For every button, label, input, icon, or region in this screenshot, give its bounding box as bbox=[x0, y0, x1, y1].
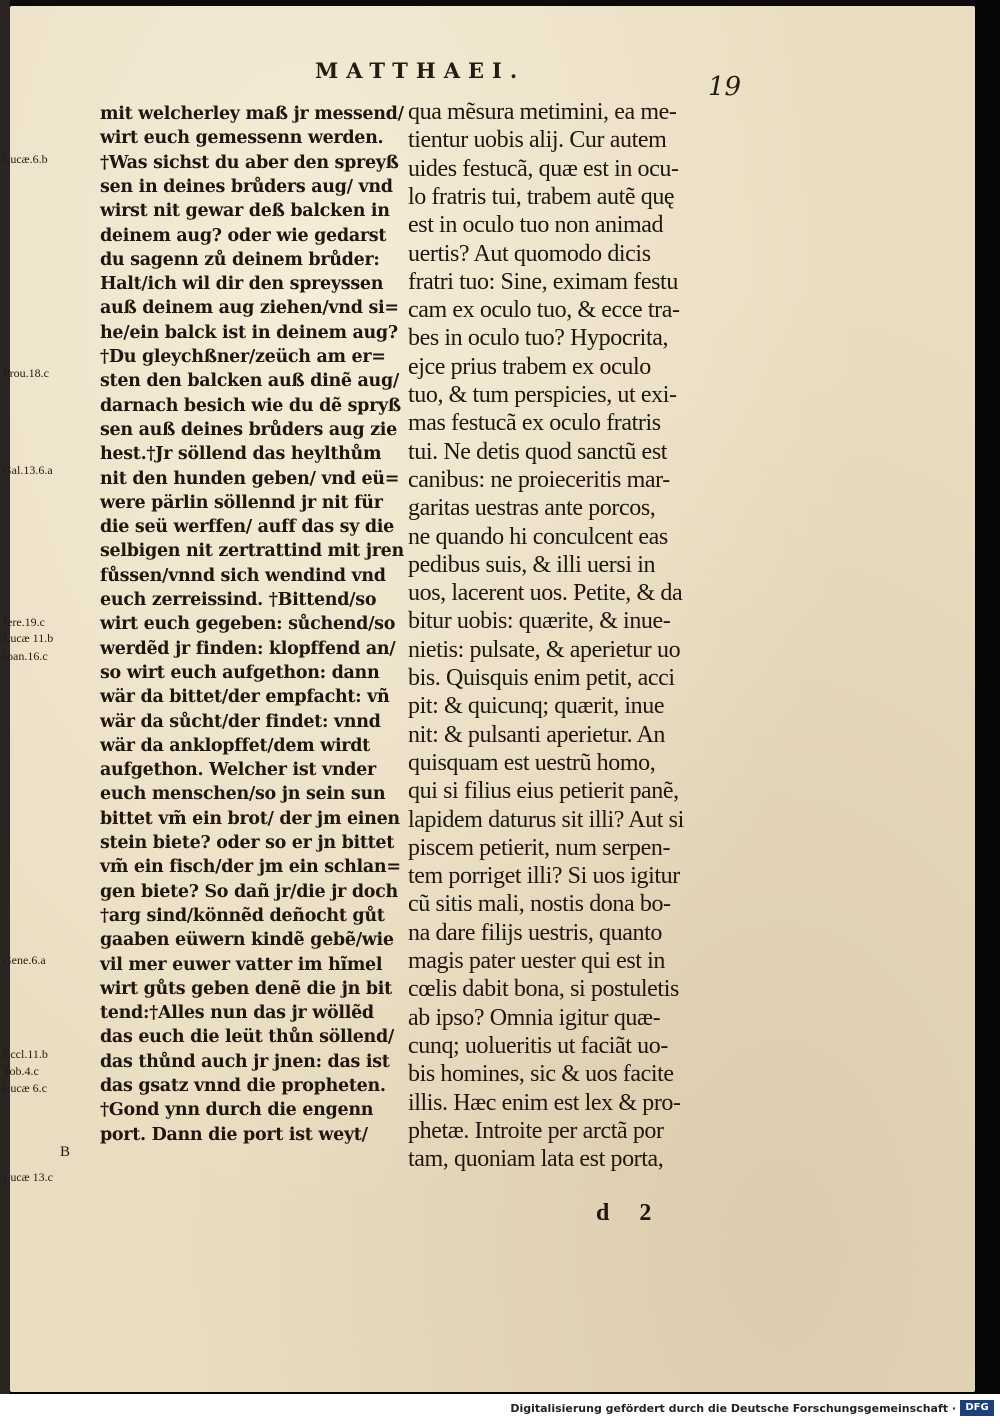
text-line: wirt euch gemessenn werden. bbox=[100, 128, 384, 149]
text-line: lo fratris tui, trabem autẽ quę bbox=[408, 183, 675, 210]
text-line: cam ex oculo tuo, & ecce tra- bbox=[408, 297, 680, 324]
text-line: †arg sind/könnẽd deñocht gůt bbox=[100, 905, 385, 926]
text-line: est in oculo tuo non animad bbox=[408, 212, 664, 239]
margin-note: Gene.6.a bbox=[3, 953, 46, 967]
text-line: pedibus suis, & illi uersi in bbox=[408, 551, 656, 578]
margin-note: Gal.13.6.a bbox=[3, 463, 53, 477]
text-line: sten den balcken auß dinẽ aug/ bbox=[100, 371, 400, 392]
folio-number: 19 bbox=[708, 72, 742, 102]
text-line: lapidem daturus sit illi? Aut si bbox=[408, 806, 684, 833]
text-line: sen in deines brůders aug/ vnd bbox=[100, 176, 393, 197]
text-line: sen auß deines brůders aug zie bbox=[100, 419, 397, 440]
text-line: †Gond ynn durch die engenn bbox=[100, 1100, 374, 1121]
text-line: nit den hunden geben/ vnd eü= bbox=[100, 468, 400, 489]
text-line: garitas uestras ante porcos, bbox=[408, 495, 656, 522]
text-line: bitur uobis: quærite, & inue- bbox=[408, 608, 671, 635]
text-line: uos, lacerent uos. Petite, & da bbox=[408, 580, 683, 607]
text-line: bes in oculo tuo? Hypocrita, bbox=[408, 325, 669, 352]
text-line: wär da sůcht/der findet: vnnd bbox=[100, 711, 381, 732]
text-line: tem porriget illi? Si uos igitur bbox=[408, 863, 680, 890]
text-line: mas festucã ex oculo fratris bbox=[408, 410, 661, 437]
text-line: fratri tuo: Sine, eximam festu bbox=[408, 268, 678, 295]
text-line: bittet vm̃ ein brot/ der jm einen bbox=[100, 808, 400, 829]
text-line: mit welcherley maß jr messend/ bbox=[100, 104, 404, 124]
text-line: he/ein balck ist in deinem aug? bbox=[100, 322, 398, 343]
text-line: das thůnd auch jr jnen: das ist bbox=[100, 1051, 390, 1072]
text-line: wär da anklopffet/dem wirdt bbox=[100, 735, 370, 756]
text-line: gen biete? So dañ jr/die jr doch bbox=[100, 881, 398, 902]
text-line: gaaben eüwern kindẽ gebẽ/wie bbox=[100, 930, 394, 951]
text-line: tui. Ne detis quod sanctũ est bbox=[408, 438, 668, 465]
margin-note: Iere.19.c bbox=[3, 615, 45, 629]
text-line: stein biete? oder so er jn bittet bbox=[100, 833, 395, 853]
text-line: wär da bittet/der empfacht: vñ bbox=[100, 687, 390, 708]
text-line: port. Dann die port ist weyt/ bbox=[100, 1124, 368, 1145]
text-line: canibus: ne proieceritis mar- bbox=[408, 466, 670, 493]
margin-note: Lucæ 6.c bbox=[3, 1081, 47, 1095]
text-line: uides festucã, quæ est in ocu- bbox=[408, 155, 679, 182]
text-line: aufgethon. Welcher ist vnder bbox=[100, 760, 376, 781]
text-line: selbigen nit zertrattind mit jren bbox=[100, 541, 404, 562]
text-line: so wirt euch aufgethon: dann bbox=[100, 662, 380, 683]
text-line: tuo, & tum perspicies, ut exi- bbox=[408, 382, 677, 408]
text-line: nietis: pulsate, & aperietur uo bbox=[408, 636, 681, 663]
margin-note: Lucæ.6.b bbox=[3, 152, 48, 166]
footer-bar bbox=[0, 1394, 1000, 1424]
text-line: euch menschen/so jn sein sun bbox=[100, 784, 386, 805]
text-line: du sagenn zů deinem brůder: bbox=[100, 249, 380, 270]
text-line: fůssen/vnnd sich wendind vnd bbox=[100, 565, 386, 586]
text-line: qui si filius eius petierit panẽ, bbox=[408, 778, 679, 805]
margin-note: Ioan.16.c bbox=[3, 649, 48, 663]
margin-note: Lucæ 11.b bbox=[3, 631, 54, 645]
text-line: quisquam est uestrũ homo, bbox=[408, 749, 656, 776]
text-line: auß deinem aug ziehen/vnd si= bbox=[100, 298, 399, 319]
text-line: qua mẽsura metimini, ea me- bbox=[408, 99, 677, 125]
text-line: pit: & quicunq; quærit, inue bbox=[408, 693, 665, 720]
text-line: die seü werffen/ auff das sy die bbox=[100, 517, 394, 538]
text-line: phetæ. Introite per arctã por bbox=[408, 1117, 664, 1144]
text-line: were pärlin söllennd jr nit für bbox=[100, 492, 383, 513]
text-line: nit: & pulsanti aperietur. An bbox=[408, 721, 666, 748]
text-line: tam, quoniam lata est porta, bbox=[408, 1146, 664, 1173]
text-line: na dare filijs uestris, quanto bbox=[408, 919, 662, 946]
text-line: vm̃ ein fisch/der jm ein schlan= bbox=[100, 857, 401, 878]
text-line: uertis? Aut quomodo dicis bbox=[408, 240, 651, 267]
text-line: das euch die leüt thůn söllend/ bbox=[100, 1027, 394, 1048]
text-line: tend:†Alles nun das jr wöllẽd bbox=[100, 1003, 374, 1024]
text-line: tientur uobis alij. Cur autem bbox=[408, 127, 667, 154]
margin-note: Tob.4.c bbox=[3, 1064, 39, 1078]
footer-credit: Digitalisierung gefördert durch die Deutsche Forschungsgemeinschaft · bbox=[510, 1402, 956, 1415]
text-line: piscem petierit, num serpen- bbox=[408, 834, 671, 861]
text-line: cũ sitis mali, nostis dona bo- bbox=[408, 891, 671, 918]
section-marker: B bbox=[60, 1144, 71, 1160]
text-line: cœlis dabit bona, si postuletis bbox=[408, 976, 679, 1003]
text-line: magis pater uester qui est in bbox=[408, 948, 665, 974]
text-line: deinem aug? oder wie gedarst bbox=[100, 225, 387, 246]
text-line: das gsatz vnnd die propheten. bbox=[100, 1076, 386, 1096]
text-line: werdẽd jr finden: klopffend an/ bbox=[100, 638, 396, 659]
margin-note: Lucæ 13.c bbox=[3, 1170, 53, 1184]
text-line: euch zerreissind. †Bittend/so bbox=[100, 590, 377, 610]
text-line: †Was sichst du aber den spreyß bbox=[100, 152, 399, 173]
text-line: bis. Quisquis enim petit, acci bbox=[408, 665, 675, 691]
text-line: wirt euch gegeben: sůchend/so bbox=[100, 614, 396, 635]
running-head: MATTHAEI. bbox=[315, 58, 526, 83]
margin-note: Prou.18.c bbox=[3, 366, 49, 380]
text-line: wirt gůts geben denẽ die jn bit bbox=[100, 978, 392, 999]
text-line: vil mer euwer vatter im hĩmel bbox=[100, 954, 383, 975]
signature-mark: d 2 bbox=[596, 1200, 664, 1226]
dfg-logo: DFG bbox=[960, 1400, 994, 1416]
text-line: ab ipso? Omnia igitur quæ- bbox=[408, 1004, 661, 1031]
text-line: hest.†Jr söllend das heylthům bbox=[100, 444, 382, 465]
text-line: cunq; uolueritis ut faciãt uo- bbox=[408, 1032, 668, 1059]
text-line: bis homines, sic & uos facite bbox=[408, 1061, 674, 1088]
margin-note: Eccl.11.b bbox=[3, 1047, 48, 1061]
text-line: †Du gleychßner/zeüch am er= bbox=[100, 347, 386, 367]
text-line: Halt/ich wil dir den spreyssen bbox=[100, 274, 384, 295]
text-line: ejce prius trabem ex oculo bbox=[408, 353, 651, 380]
text-line: darnach besich wie du dẽ spryß bbox=[100, 395, 401, 416]
text-line: illis. Hæc enim est lex & pro- bbox=[408, 1089, 681, 1116]
text-line: wirst nit gewar deß balcken in bbox=[100, 201, 390, 222]
text-line: ne quando hi conculcent eas bbox=[408, 523, 668, 550]
scan-right-edge bbox=[975, 0, 1000, 1394]
